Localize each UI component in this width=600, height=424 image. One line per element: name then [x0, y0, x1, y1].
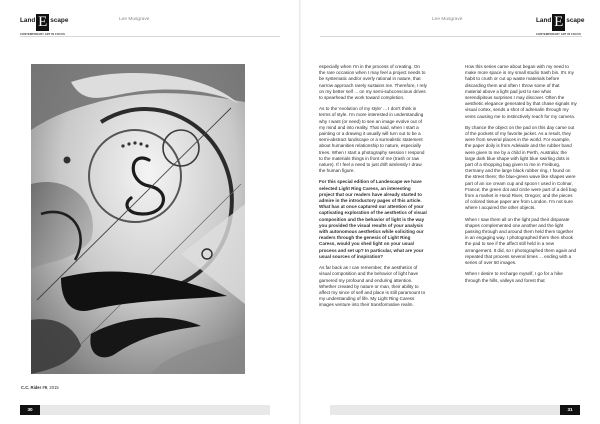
caption-title: C.C. Rider #9: [21, 385, 48, 390]
running-author-right: Lee Musgrave: [432, 17, 463, 22]
header-rule-right: [320, 36, 582, 37]
text-column-2: [465, 64, 577, 289]
article-paragraph: By chance the object on the pad on this day came out of the pockets of my favorite jacket. As a result, they were from several places in the world. For example, the paper doily is from Adelaide and the rubber band were given to me by a child in Perth, Australia; the large dark blue shape with light blue swirling dots is part of a shopping bag given to me in Freiburg, Germany and the large black rubber ring, I found on the street there; the blue-green wave like shapes were part of an ice cream cup and spoon I used in Colmar, France; the green dot and circle were part of a deli bag from a market in Hood River, Oregon; and the pieces of colored tissue paper are from London. I'm not sure where I acquired the other objects.: [465, 124, 577, 211]
page-number-right: 31: [560, 405, 580, 415]
logo-tagline: CONTEMPORARY ART IN FOCUS: [536, 33, 582, 36]
artwork-caption: [21, 385, 59, 390]
article-paragraph: How this series came about began with my need to make more space in my small studio trash bin. It's my habit to crush or cut up waste materials before discarding them and often I throw some of that material above a light pad just to see what serendipitous surprises I may discover. Often the aesthetic elegance generated by that chase signals my visual cortex, sends a shot of adrenalin through my veins causing me to instinctively reach for my camera.: [465, 64, 577, 119]
magazine-logo-right: [536, 14, 585, 36]
logo-word-land: Land: [536, 17, 552, 24]
logo-tagline: CONTEMPORARY ART IN FOCUS: [20, 33, 66, 36]
article-paragraph: As far back as I can remember, the aesthetics of visual composition and the behavior of light have garnered my profound and enduring attention. Whether created by nature or man, their ability to affect my since of self and place is still paramount to my understanding of life. My Light Ring Caress images venture into their transformative realm.: [319, 265, 426, 308]
article-paragraph: When I saw them all on the light pad their disparate shapes complemented one another and the light passing through and around them held them together in an engaging way. I photographed them then shook the pad to see if the affect still held in a new arrangement. It did, so I photographed them again and repeated that process several times ... ending with a series of over 50 images.: [465, 216, 577, 266]
article-paragraph: When I desire to recharge myself, I go for a hike through the hills, valleys and forest that: [465, 271, 563, 283]
header-rule-left: [20, 36, 280, 37]
logo-letter-box: E: [554, 14, 564, 30]
magazine-logo-left: [20, 14, 69, 36]
logo-word-scape: scape: [50, 17, 69, 24]
artwork-image: [31, 64, 245, 374]
footer-bar-left: [20, 405, 270, 415]
caption-year: , 2015: [47, 385, 59, 390]
abstract-photograph: [31, 64, 245, 374]
page-number-left: 30: [20, 405, 40, 415]
footer-bar-right: [330, 405, 580, 415]
article-paragraph: As to the 'evolution of my style' ... I don't think in terms of style. I'm more interested in understanding why I want (or need) to see an image evolve out of my mind and into reality. That said, when I start a painting or a drawing it usually will turn out to be a semi-abstract landscape or a surrealistic statement about humanities relationship to nature, especially trees. When I start a photography session I respond to the materials things in front of me (trash or raw nature). If I feel a need to just drift aimlessly I draw the human figure.: [319, 106, 425, 174]
logo-word-land: Land: [20, 17, 36, 24]
interview-question: For this special edition of Landescape we have selected Light Ring Caress, an interesting project that our readers have already started to admire in the introductory pages of this article. What has at once captured our attention of your captivating exploration of the aesthetics of visual composition and the behavior of light is the way you provided the visual results of your analysis with autonomous aesthetics while soliciting our readers through the genesis of Light Ring Caress, would you shed light on your usual process and set up? In particular, what are your usual sources of inspiration?: [319, 179, 427, 259]
article-paragraph: especially when I'm in the process of creating. On the rare occasion when I may feel a project needs to be systematic and/or overly rational in nature, that narrow approach rarely sustains me. Therefore, I rely on my better self ... on my semi-subconscious drives to spearhead the work toward completion.: [319, 64, 427, 101]
running-author-left: Lee Musgrave: [119, 17, 150, 22]
text-column-1: [319, 64, 427, 314]
page-gutter: [299, 0, 301, 424]
logo-word-scape: scape: [566, 17, 585, 24]
logo-letter-box: E: [38, 14, 48, 30]
